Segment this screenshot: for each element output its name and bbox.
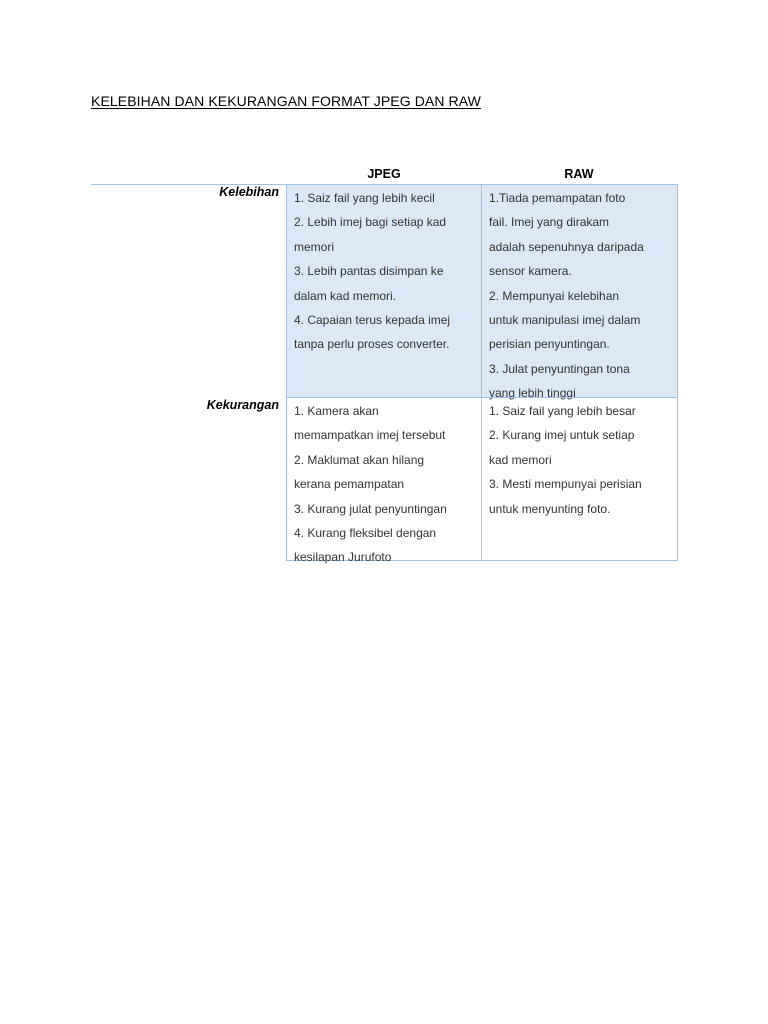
cell-line: 1. Saiz fail yang lebih besar (489, 404, 636, 418)
cell-line: yang lebih tinggi (489, 386, 576, 401)
cell-kekurangan-raw (481, 397, 678, 561)
cell-line: adalah sepenuhnya daripada (489, 239, 644, 254)
cell-line: 2. Lebih imej bagi setiap kad (294, 215, 447, 230)
cell-line: 3. Lebih pantas disimpan ke (294, 264, 444, 279)
cell-kelebihan-raw (481, 184, 678, 401)
row-label-kelebihan: Kelebihan (219, 185, 279, 199)
cell-line: untuk manipulasi imej dalam (489, 313, 641, 328)
cell-line: 2. Kurang imej untuk setiap (489, 428, 635, 443)
cell-line: kesilapan Jurufoto (294, 550, 392, 565)
cell-kekurangan-jpeg (286, 397, 482, 565)
column-header-raw: RAW (564, 167, 594, 181)
cell-line: 2. Maklumat akan hilang (294, 452, 425, 467)
column-header-jpeg: JPEG (367, 167, 401, 181)
cell-line: sensor kamera. (489, 264, 572, 279)
cell-line: 4. Kurang fleksibel dengan (294, 526, 437, 541)
cell-line: perisian penyuntingan. (489, 337, 610, 352)
cell-line: fail. Imej yang dirakam (489, 215, 610, 230)
cell-line: 3. Mesti mempunyai perisian (489, 477, 642, 492)
cell-line: 2. Mempunyai kelebihan (489, 288, 620, 303)
cell-kelebihan-jpeg (286, 184, 482, 398)
cell-line: 1. Saiz fail yang lebih kecil (294, 191, 435, 205)
cell-line: memampatkan imej tersebut (294, 428, 446, 443)
cell-line: 1.Tiada pemampatan foto (489, 191, 626, 205)
cell-line: untuk menyunting foto. (489, 501, 611, 516)
page-title: KELEBIHAN DAN KEKURANGAN FORMAT JPEG DAN RAW (91, 93, 481, 109)
row-label-kekurangan: Kekurangan (206, 398, 279, 412)
cell-line: dalam kad memori. (294, 288, 397, 303)
cell-line: kad memori (489, 452, 552, 467)
cell-line: 1. Kamera akan (294, 404, 379, 418)
cell-line: tanpa perlu proses converter. (294, 337, 450, 352)
cell-line: 3. Julat penyuntingan tona (489, 361, 630, 376)
cell-line: 3. Kurang julat penyuntingan (294, 501, 447, 516)
cell-line: memori (294, 239, 335, 254)
cell-line: 4. Capaian terus kepada imej (294, 313, 451, 328)
cell-line: kerana pemampatan (294, 477, 405, 492)
